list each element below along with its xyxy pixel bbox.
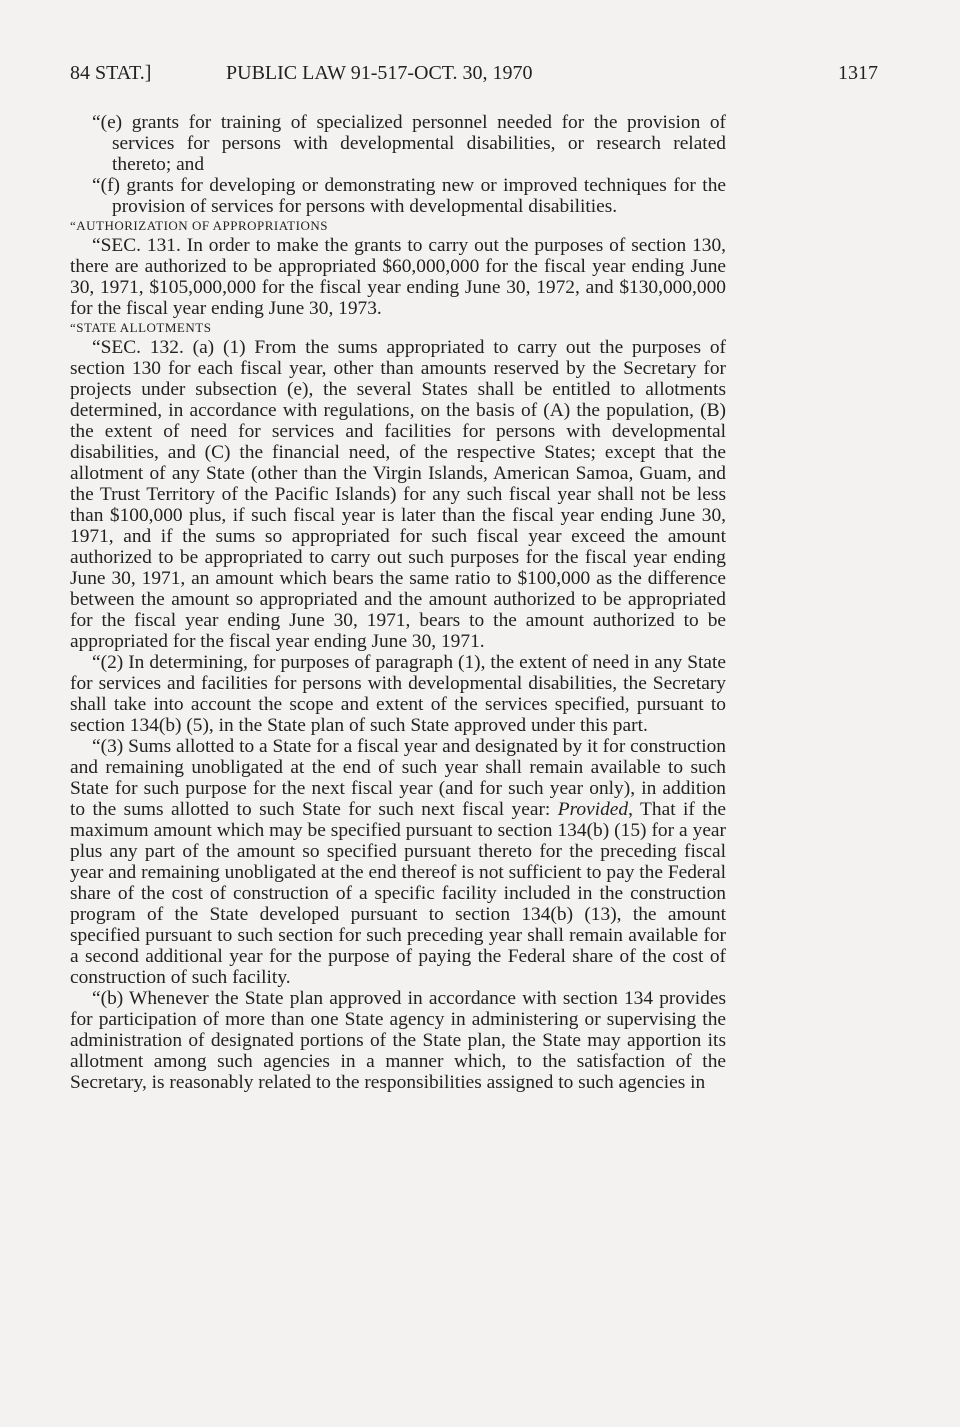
section-heading-authorization: “AUTHORIZATION OF APPROPRIATIONS [70,218,328,233]
document-body [70,112,726,1093]
paragraph-f: “(f) grants for developing or demonstrating new or improved techniques for the provision of services for persons with developmental disabilities. [92,175,726,217]
header-title: PUBLIC LAW 91-517-OCT. 30, 1970 [226,62,533,84]
provided-emphasis: Provided [557,799,629,820]
section-131: “SEC. 131. In order to make the grants to carry out the purposes of section 130, there are authorized to be appropriated $60,000,000 for the fiscal year ending June 30, 1971, $105,000,000 for the fiscal year ending June 30, 1972, and $130,000,000 for the fiscal year ending June 30, 1973. [70,235,726,319]
section-132-a-3-text: “(3) Sums allotted to a State for a fiscal year and designated by it for construction and remaining unobligated at the end of such year shall remain available to such State for such purpose for the next fiscal year (and for such year only), in addition to the sums allotted to such State for such next fiscal year: [70,736,726,820]
section-132-a-1: “SEC. 132. (a) (1) From the sums appropriated to carry out the purposes of section 130 for each fiscal year, other than amounts reserved by the Secretary for projects under subsection (e), the several States shall be entitled to allotments determined, in accordance with regulations, on the basis of (A) the population, (B) the extent of need for services and facilities for persons with developmental disabilities, and (C) the financial need, of the respective States; except that the allotment of any State (other than the Virgin Islands, American Samoa, Guam, and the Trust Territory of the Pacific Islands) for any such fiscal year shall not be less than $100,000 plus, if such fiscal year is later than the fiscal year ending June 30, 1971, and if the sums so appropriated for such fiscal year exceed the amount authorized to be appropriated to carry out such purposes for the fiscal year ending June 30, 1971, an amount which bears the same ratio to $100,000 as the difference between the amount so appropriated and the amount authorized to be appropriated for the fiscal year ending June 30, 1971, bears to the amount authorized to be appropriated for the fiscal year ending June 30, 1971. [70,337,726,652]
section-132-b: “(b) Whenever the State plan approved in accordance with section 134 provides for participation of more than one State agency in administering or supervising the administration of designated portions of the State plan, the State may apportion its allotment among such agencies in a manner which, to the satisfaction of the Secretary, is reasonably related to the responsibilities assigned to such agencies in [70,988,726,1093]
section-heading-allotments: “STATE ALLOTMENTS [70,320,212,335]
section-132-a-3 [70,736,726,988]
page-header [70,62,878,90]
header-page-number: 1317 [838,62,878,84]
paragraph-e: “(e) grants for training of specialized personnel needed for the provision of services for persons with developmental disabilities, or research related thereto; and [92,112,726,175]
section-132-a-2: “(2) In determining, for purposes of paragraph (1), the extent of need in any State for services and facilities for persons with developmental disabilities, the Secretary shall take into account the scope and extent of the services specified, pursuant to section 134(b) (5), in the State plan of such State approved under this part. [70,652,726,736]
header-statute-reference: 84 STAT.] [70,62,152,84]
section-132-a-3-proviso: , That if the maximum amount which may be specified pursuant to section 134(b) (15) for a year plus any part of the amount so specified pursuant thereto for the preceding fiscal year and remaining unobligated at the end thereof is not sufficient to pay the Federal share of the cost of construction of a specific facility included in the construction program of the State developed pursuant to section 134(b) (13), the amount specified pursuant to such section for such preceding year shall remain available for a second additional year for the purpose of paying the Federal share of the cost of construction of such facility. [70,799,726,988]
